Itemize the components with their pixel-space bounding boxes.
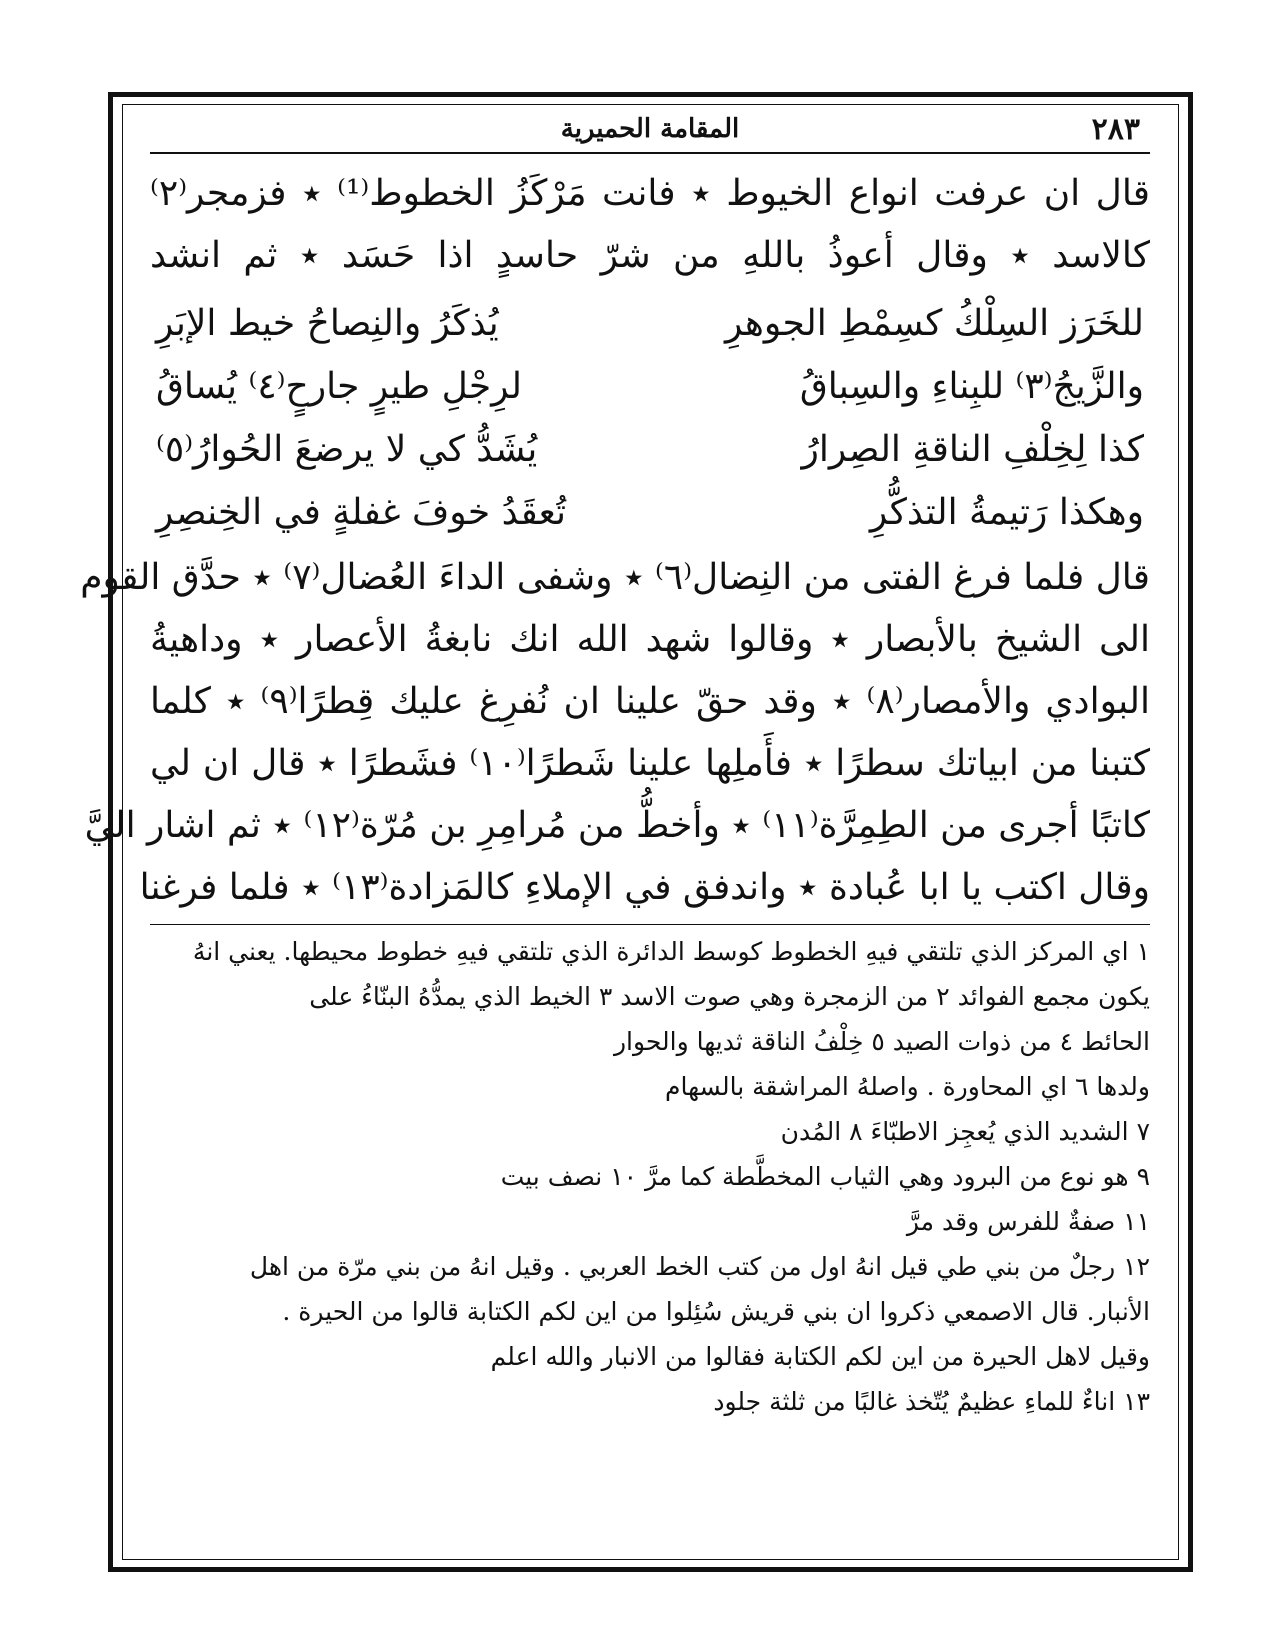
- running-title: المقامة الحميرية: [560, 114, 740, 144]
- verse-first-hemistich: وهكذا رَتيمةُ التذكُّرِ: [869, 492, 1144, 533]
- footnote-line: الأنبار. قال الاصمعي ذكروا ان بني قريش سُئِلوا من اين لكم الكتابة قالوا من الحيرة .: [282, 1297, 1150, 1326]
- footnote-separator: [150, 924, 1150, 925]
- verse-second-hemistich: تُعقَدُ خوفَ غفلةٍ في الخِنصِرِ: [156, 492, 567, 533]
- poem: [150, 292, 1150, 544]
- prose-line: كاتبًا أجرى من الطِمِرَّة⁽١١⁾ ٭ وأخطُّ من مُرامِرِ بن مُرّة⁽١٢⁾ ٭ ثم اشار اليَّ: [84, 805, 1150, 846]
- prose-block-1: [150, 164, 1150, 288]
- verse-line: [150, 418, 1150, 481]
- prose-line: قال فلما فرغ الفتى من النِضال⁽٦⁾ ٭ وشفى الداءَ العُضال⁽٧⁾ ٭ حدَّق القوم: [80, 557, 1150, 598]
- footnote-line: ١ اي المركز الذي تلتقي فيهِ الخطوط كوسط الدائرة الذي تلتقي فيهِ خطوط محيطها. يعني انهُ: [192, 937, 1150, 966]
- footnote-line: ٩ هو نوع من البرود وهي الثياب المخطَّطة كما مرَّ ١٠ نصف بيت: [500, 1162, 1150, 1191]
- footnote-line: وقيل لاهل الحيرة من اين لكم الكتابة فقالوا من الانبار والله اعلم: [490, 1342, 1150, 1371]
- page-number: ٢٨٣: [1091, 112, 1140, 147]
- page-header: [150, 108, 1150, 154]
- footnote-line: يكون مجمع الفوائد ٢ من الزمجرة وهي صوت الاسد ٣ الخيط الذي يمدُّهُ البنّاءُ على: [309, 982, 1150, 1011]
- prose-line: وقال اكتب يا ابا عُبادة ٭ واندفق في الإملاءِ كالمَزادة⁽١٣⁾ ٭ فلما فرغنا: [139, 867, 1150, 908]
- verse-first-hemistich: كذا لِخِلْفِ الناقةِ الصِرارُ: [801, 429, 1144, 470]
- footnote-line: ١١ صفةٌ للفرس وقد مرَّ: [906, 1207, 1150, 1236]
- verse-first-hemistich: للخَرَز السِلْكُ كسِمْطِ الجوهرِ: [725, 303, 1144, 344]
- verse-second-hemistich: يُشَدُّ كي لا يرضعَ الحُوارُ⁽٥⁾: [156, 429, 538, 470]
- footnote-line: ولدها ٦ اي المحاورة . واصلهُ المراشقة بالسهام: [665, 1072, 1150, 1101]
- prose-line: كالاسد ٭ وقال أعوذُ باللهِ من شرّ حاسدٍ اذا حَسَد ٭ ثم انشد: [150, 235, 1150, 276]
- page-content: [80, 108, 1151, 1548]
- verse-first-hemistich: والزَّيجُ⁽٣⁾ للبِناءِ والسِباقُ: [799, 366, 1144, 407]
- prose-line: البوادي والأمصار⁽٨⁾ ٭ وقد حقّ علينا ان نُفرِغ عليك قِطرًا⁽٩⁾ ٭ كلما: [150, 681, 1151, 722]
- verse-line: [150, 292, 1150, 355]
- footnote-line: ١٢ رجلٌ من بني طي قيل انهُ اول من كتب الخط العربي . وقيل انهُ من بني مرّة من اهل: [249, 1252, 1150, 1281]
- prose-block-2: [80, 548, 1151, 920]
- footnotes: [150, 929, 1150, 1424]
- verse-second-hemistich: يُذكَرُ والنِصاحُ خيط الإبَرِ: [156, 303, 499, 344]
- footnote-line: ٧ الشديد الذي يُعجِز الاطبّاءَ ٨ المُدن: [780, 1117, 1150, 1146]
- prose-line: كتبنا من ابياتك سطرًا ٭ فأَملِها علينا شَطرًا⁽١٠⁾ فشَطرًا ٭ قال ان لي: [150, 743, 1150, 784]
- verse-line: [150, 481, 1150, 544]
- prose-line: قال ان عرفت انواع الخيوط ٭ فانت مَرْكَزُ الخطوط⁽¹⁾ ٭ فزمجر⁽٢⁾: [150, 173, 1150, 214]
- footnote-line: الحائط ٤ من ذوات الصيد ٥ خِلْفُ الناقة ثديها والحوار: [613, 1027, 1150, 1056]
- prose-line: الى الشيخ بالأبصار ٭ وقالوا شهد الله انك نابغةُ الأعصار ٭ وداهيةُ: [150, 619, 1150, 660]
- verse-second-hemistich: لرِجْلِ طيرٍ جارحٍ⁽٤⁾ يُساقُ: [156, 366, 522, 407]
- verse-line: [150, 355, 1150, 418]
- footnote-line: ١٣ اناءٌ للماءِ عظيمٌ يُتّخذ غالبًا من ثلثة جلود: [713, 1387, 1150, 1416]
